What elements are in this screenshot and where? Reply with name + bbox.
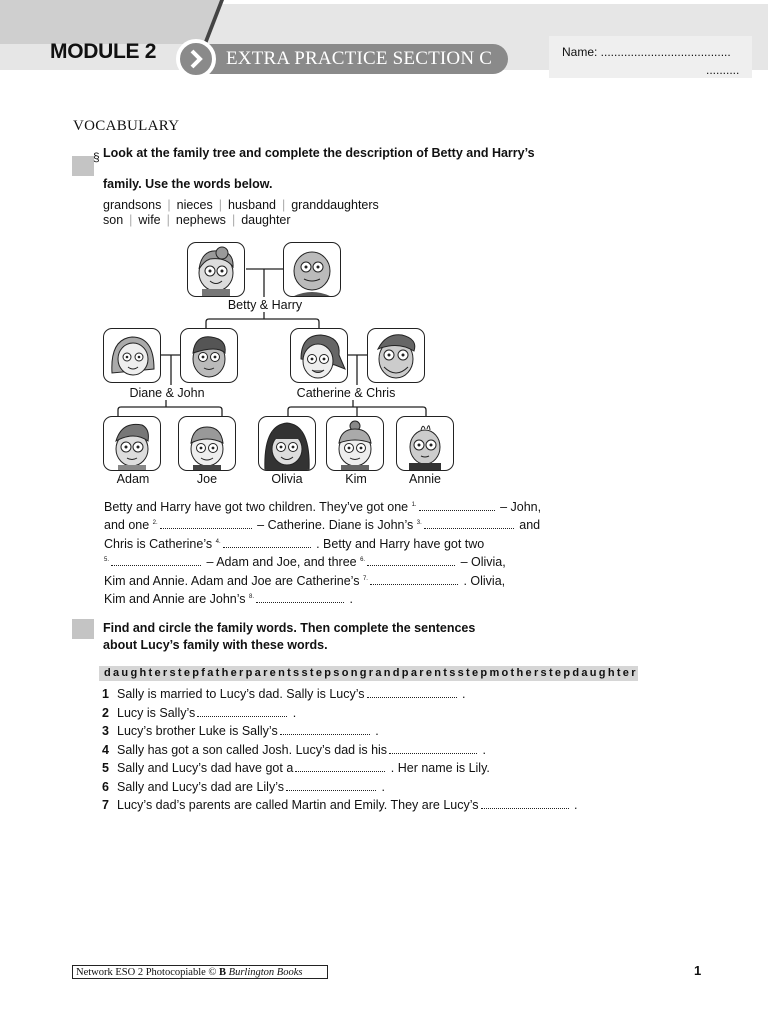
gap-number: 6. — [360, 556, 366, 563]
text-segment: Sally is married to Lucy’s dad. Sally is Lucy’s — [117, 687, 365, 701]
diane-portrait — [103, 328, 161, 383]
joe-portrait — [178, 416, 236, 471]
text-segment: . Betty and Harry have got two — [312, 537, 485, 551]
name-field-continuation[interactable]: .......... — [706, 63, 740, 77]
publisher-name: Burlington Books — [228, 967, 303, 978]
label-child: Olivia — [271, 472, 303, 486]
word-bank-item: grandsons — [103, 198, 162, 212]
section-title: EXTRA PRACTICE SECTION C — [226, 48, 493, 69]
text-segment: . — [346, 592, 353, 606]
sentence-4 — [102, 743, 486, 757]
answer-gap[interactable] — [389, 743, 477, 754]
text-segment: Kim and Annie are John’s — [104, 592, 250, 606]
text-segment: and one — [104, 518, 153, 532]
exercise-1-marker: § — [93, 150, 100, 164]
text-segment: – Olivia, — [457, 555, 506, 569]
answer-gap[interactable] — [197, 706, 287, 717]
sentence-2 — [102, 706, 296, 720]
catherine-portrait — [290, 328, 348, 383]
answer-gap[interactable] — [367, 555, 455, 566]
answer-gap[interactable] — [481, 798, 569, 809]
harry-portrait — [283, 242, 341, 297]
label-couple-2: Catherine & Chris — [296, 386, 396, 400]
word-bank-item: wife — [138, 213, 161, 227]
sentence-3 — [102, 724, 379, 738]
label-child: Annie — [409, 472, 441, 486]
olivia-portrait — [258, 416, 316, 471]
word-bank-item: husband — [228, 198, 276, 212]
exercise-1-instruction: Look at the family tree and complete the description of Betty and Harry’s — [103, 146, 535, 160]
text-segment: . — [479, 743, 487, 757]
text-segment: Sally and Lucy’s dad have got a — [117, 761, 294, 775]
word-snake-puzzle[interactable]: daughterstepfatherparentsstepsongrandparentsstepmotherstepdaughter — [99, 666, 638, 681]
text-segment: . — [378, 780, 385, 794]
word-bank-item: granddaughters — [291, 198, 379, 212]
word-bank-row-2: son | wife | nephews | daughter — [103, 213, 291, 227]
item-number: 6 — [102, 780, 109, 794]
text-segment: – Catherine. Diane is John’s — [253, 518, 417, 532]
exercise-2-instruction: Find and circle the family words. Then complete the sentences — [103, 621, 476, 635]
answer-gap[interactable] — [111, 555, 201, 566]
word-bank-item: nieces — [176, 198, 213, 212]
gap-number: 4. — [215, 538, 221, 545]
sentence-5 — [102, 761, 490, 775]
john-portrait — [180, 328, 238, 383]
item-number: 1 — [102, 687, 109, 701]
text-segment: and — [515, 518, 541, 532]
text-segment: . Olivia, — [459, 574, 506, 588]
word-bank-item: son — [103, 213, 124, 227]
item-number: 5 — [102, 761, 109, 775]
gap-number: 2. — [152, 519, 158, 526]
text-segment: . Her name is Lily. — [387, 761, 490, 775]
label-couple-1: Diane & John — [129, 386, 205, 400]
text-segment: Sally has got a son called Josh. Lucy’s dad is his — [117, 743, 388, 757]
module-title: MODULE 2 — [50, 40, 157, 63]
annie-portrait — [396, 416, 454, 471]
gap-number: 7. — [362, 575, 368, 582]
gap-number: 8. — [249, 593, 255, 600]
answer-gap[interactable] — [160, 518, 252, 529]
sentence-7 — [102, 798, 577, 812]
text-segment: Lucy’s brother Luke is Sally’s — [117, 724, 278, 738]
label-grandparents: Betty & Harry — [227, 298, 303, 312]
item-number: 2 — [102, 706, 109, 720]
exercise-1-instruction-cont: family. Use the words below. — [103, 177, 273, 191]
text-line — [104, 537, 484, 551]
exercise-2-instruction-cont: about Lucy’s family with these words. — [103, 638, 328, 652]
exercise-2-number-box — [72, 619, 94, 639]
name-field[interactable]: Name: ....................................... — [562, 45, 731, 59]
text-segment: Lucy is Sally’s — [117, 706, 196, 720]
vocabulary-heading: VOCABULARY — [73, 118, 180, 134]
gap-number: 5. — [104, 556, 110, 563]
label-child: Kim — [345, 472, 367, 486]
word-bank-item: nephews — [175, 213, 226, 227]
text-segment: Betty and Harry have got two children. They’ve got one — [104, 500, 412, 514]
answer-gap[interactable] — [256, 592, 344, 603]
burlington-logo-icon: B — [219, 967, 227, 978]
adam-portrait — [103, 416, 161, 471]
gap-number: 1. — [411, 501, 417, 508]
chris-portrait — [367, 328, 425, 383]
text-line — [104, 555, 506, 569]
answer-gap[interactable] — [370, 574, 458, 585]
text-line — [104, 500, 541, 514]
footer-copyright — [72, 965, 328, 979]
word-bank-row-1: grandsons | nieces | husband | granddaughters — [103, 198, 379, 212]
label-child: Joe — [196, 472, 218, 486]
text-segment: . — [570, 798, 578, 812]
text-segment: – John, — [496, 500, 542, 514]
copyright-text: Network ESO 2 Photocopiable © — [76, 967, 220, 978]
answer-gap[interactable] — [367, 687, 457, 698]
text-segment: Sally and Lucy’s dad are Lily’s — [117, 780, 284, 794]
text-line — [104, 574, 505, 588]
text-line — [104, 518, 540, 532]
text-segment: Lucy’s dad’s parents are called Martin and Emily. They are Lucy’s — [117, 798, 479, 812]
item-number: 7 — [102, 798, 109, 812]
kim-portrait — [326, 416, 384, 471]
item-number: 3 — [102, 724, 109, 738]
answer-gap[interactable] — [419, 500, 495, 511]
answer-gap[interactable] — [424, 518, 514, 529]
text-segment: – Adam and Joe, and three — [203, 555, 361, 569]
page-number: 1 — [694, 963, 702, 978]
sentence-1 — [102, 687, 466, 701]
text-segment: . — [289, 706, 297, 720]
text-segment: Chris is Catherine’s — [104, 537, 216, 551]
text-line — [104, 592, 353, 606]
text-segment: . — [458, 687, 466, 701]
word-bank-item: daughter — [241, 213, 291, 227]
answer-gap[interactable] — [223, 537, 311, 548]
item-number: 4 — [102, 743, 109, 757]
text-segment: Kim and Annie. Adam and Joe are Catherine’s — [104, 574, 363, 588]
label-child: Adam — [116, 472, 150, 486]
sentence-6 — [102, 780, 385, 794]
answer-gap[interactable] — [295, 761, 385, 772]
text-segment: . — [371, 724, 379, 738]
answer-gap[interactable] — [280, 724, 370, 735]
answer-gap[interactable] — [286, 780, 376, 791]
gap-number: 3. — [416, 519, 422, 526]
betty-portrait — [187, 242, 245, 297]
